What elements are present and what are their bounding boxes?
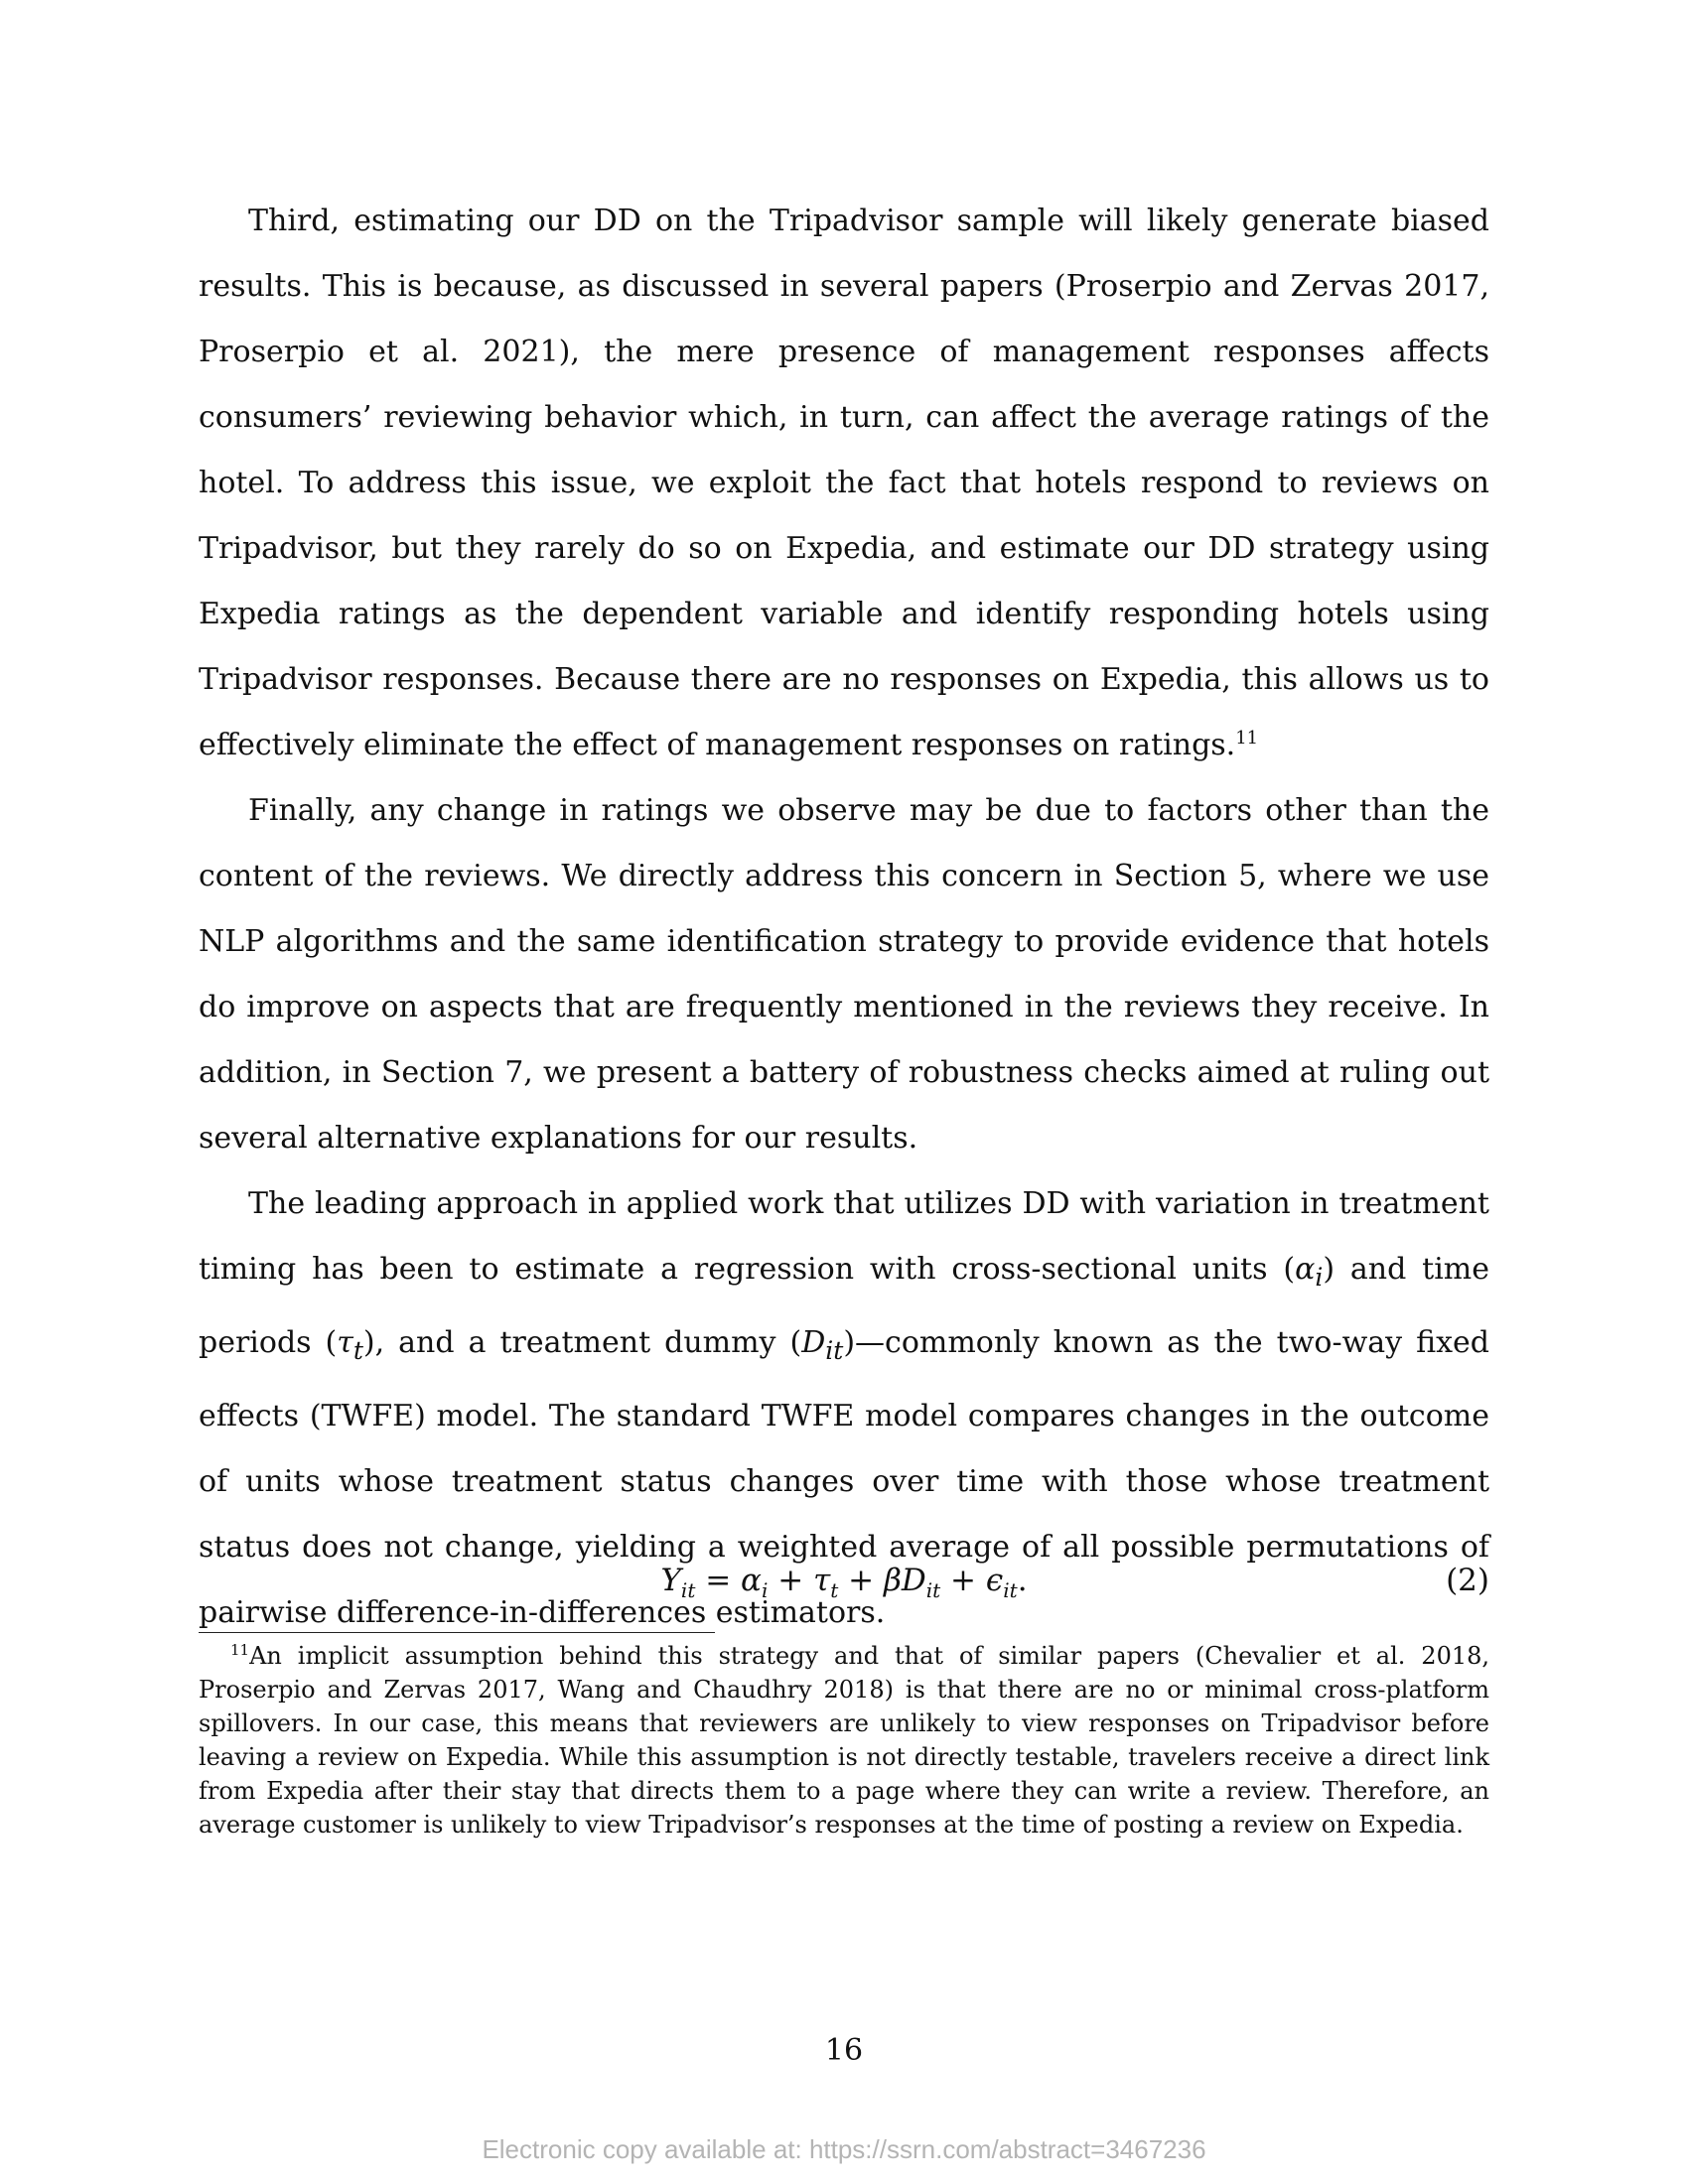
- paragraph-tripadvisor-bias: Third, estimating our DD on the Tripadvisor sample will likely generate biased results. This is because, as discussed in several papers (Proserpio and Zervas 2017, Proserpio et al. 2021), the mere presence of management responses affects consumers’ reviewing behavior which, in turn, can affect the average ratings of the hotel. To address this issue, we exploit the fact that hotels respond to reviews on Tripadvisor, but they rarely do so on Expedia, and estimate our DD strategy using Expedia ratings as the dependent variable and identify responding hotels using Tripadvisor responses. Because there are no responses on Expedia, this allows us to effectively eliminate the effect of management responses on ratings.$^{11}$: [199, 204, 1489, 762]
- math-d-it: $D_{it}$: [801, 1325, 844, 1365]
- math-tau-t: $\tau_t$: [337, 1325, 363, 1365]
- footnote-text: An implicit assumption behind this strategy and that of similar papers (Chevalier et al. 2018, Proserpio and Zervas 2017, Wang and Chaudhry 2018) is that there are no or minimal cross-platform spillovers. In our case, this means that reviewers are unlikely to view responses on Tripadvisor before leaving a review on Expedia. While this assumption is not directly testable, travelers receive a direct link from Expedia after their stay that directs them to a page where they can write a review. Therefore, an average customer is unlikely to view Tripadvisor’s responses at the time of posting a review on Expedia.: [199, 1642, 1489, 1839]
- paragraph-twfe-approach: The leading approach in applied work that utilizes DD with variation in treatment timing has been to estimate a regression with cross-sectional units $(\alpha_i)$ and time periods $(\tau_t)$, and a treatment dummy $(D_{it})—commonly$ known as the two-way fixed effects (TWFE) model. The standard TWFE model compares changes in the outcome of units whose treatment status changes over time with those whose treatment status does not change, yielding a weighted average of all possible permutations of pairwise difference-in-differences estimators.: [199, 1186, 1490, 1630]
- page-number: 16: [824, 2033, 864, 2068]
- body-text: [199, 189, 1489, 1646]
- footnote-divider: [199, 1632, 715, 1633]
- math-alpha-i: $\alpha_i$: [1295, 1252, 1324, 1292]
- footnote-11: [199, 1639, 1489, 1842]
- equation-body: $Y_{it} = \alpha_i + \tau_t + \beta D_{it} + \epsilon_{it}$.: [660, 1563, 1028, 1603]
- paragraph-alternative-factors: Finally, any change in ratings we observe may be due to factors other than the content of the reviews. We directly address this concern in Section 5, where we use NLP algorithms and the same identification strategy to provide evidence that hotels do improve on aspects that are frequently mentioned in the reviews they receive. In addition, in Section 7, we present a battery of robustness checks aimed at ruling out several alternative explanations for our results.: [199, 793, 1489, 1156]
- equation-number: (2): [1446, 1563, 1489, 1598]
- footnote-marker: 11: [230, 1641, 250, 1659]
- ssrn-watermark[interactable]: Electronic copy available at: https://ssrn.com/abstract=3467236: [482, 2134, 1206, 2164]
- footnote-ref-11[interactable]: 11: [1235, 728, 1259, 749]
- equation-twfe: [199, 1563, 1489, 1618]
